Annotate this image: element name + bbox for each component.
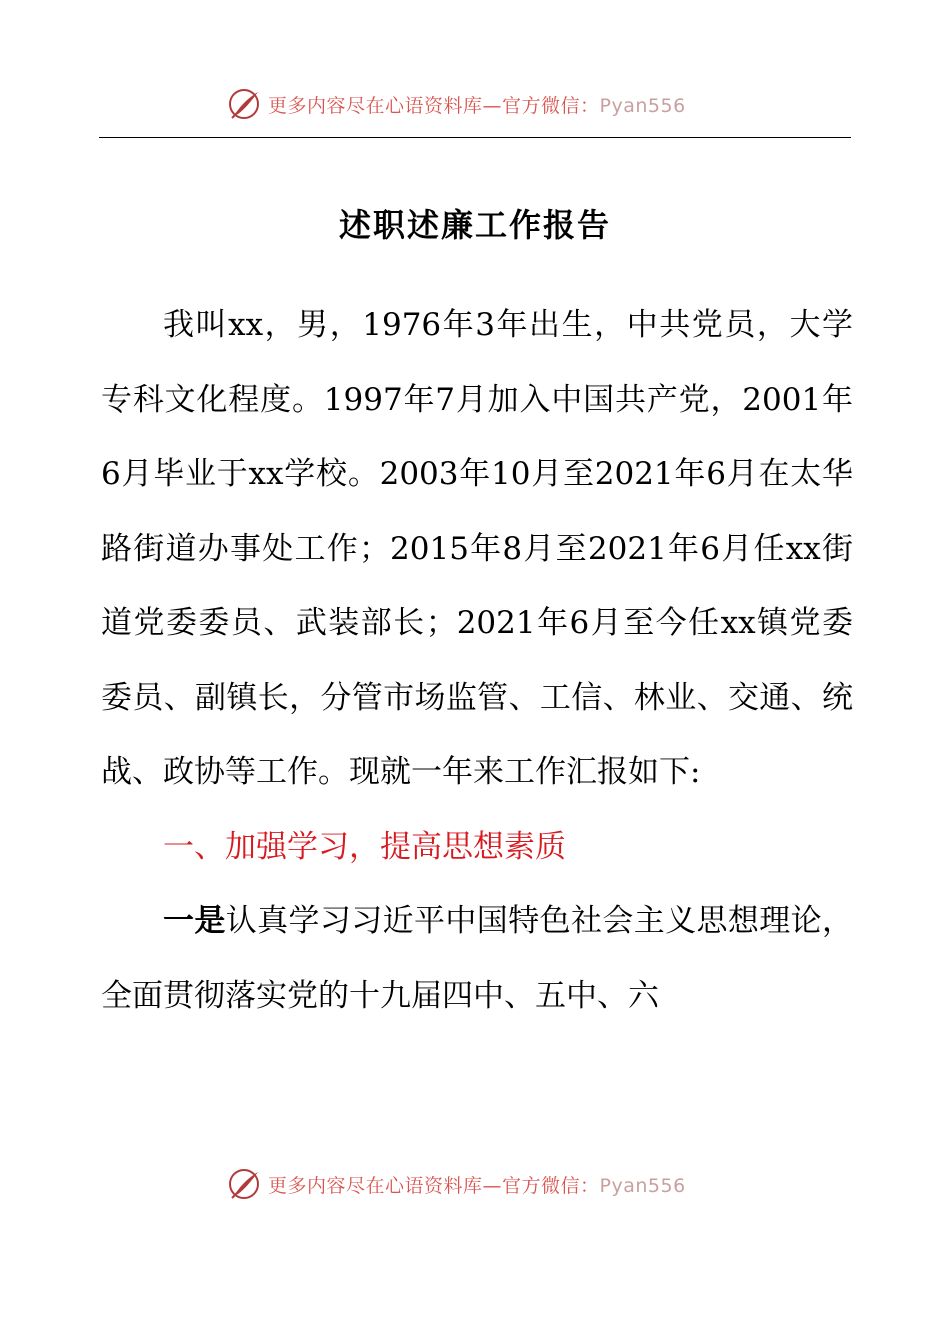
header-divider (99, 137, 851, 138)
section-heading: 一、加强学习，提高思想素质 (163, 828, 566, 865)
header-banner (226, 84, 746, 124)
quill-logo-icon (226, 86, 262, 122)
document-body (101, 288, 853, 1033)
wechat-id: Pyan556 (599, 94, 686, 117)
header-banner-text: 更多内容尽在心语资料库—官方微信：Pyan556 (268, 94, 686, 117)
section-paragraph (101, 884, 853, 1033)
paragraph-lead: 一是 (163, 903, 226, 939)
footer-banner (226, 1164, 746, 1204)
paragraph-text: 认真学习习近平中国特色社会主义思想理论，全面贯彻落实党的十九届四中、五中、六 (101, 903, 854, 1014)
wechat-id: Pyan556 (599, 1174, 686, 1197)
footer-banner-text: 更多内容尽在心语资料库—官方微信：Pyan556 (268, 1174, 686, 1197)
document-title: 述职述廉工作报告 (338, 206, 611, 244)
quill-logo-icon (226, 1166, 262, 1202)
intro-paragraph: 我叫xx，男，1976年3年出生，中共党员，大学专科文化程度。1997年7月加入中国共产党，2001年6月毕业于xx学校。2003年10月至2021年6月在太华路街道办事处工作；2015年8月至2021年6月任xx街道党委委员、武装部长；2021年6月至今任xx镇党委委员、副镇长，分管市场监管、工信、林业、交通、统战、政协等工作。现就一年来工作汇报如下: (101, 307, 853, 790)
